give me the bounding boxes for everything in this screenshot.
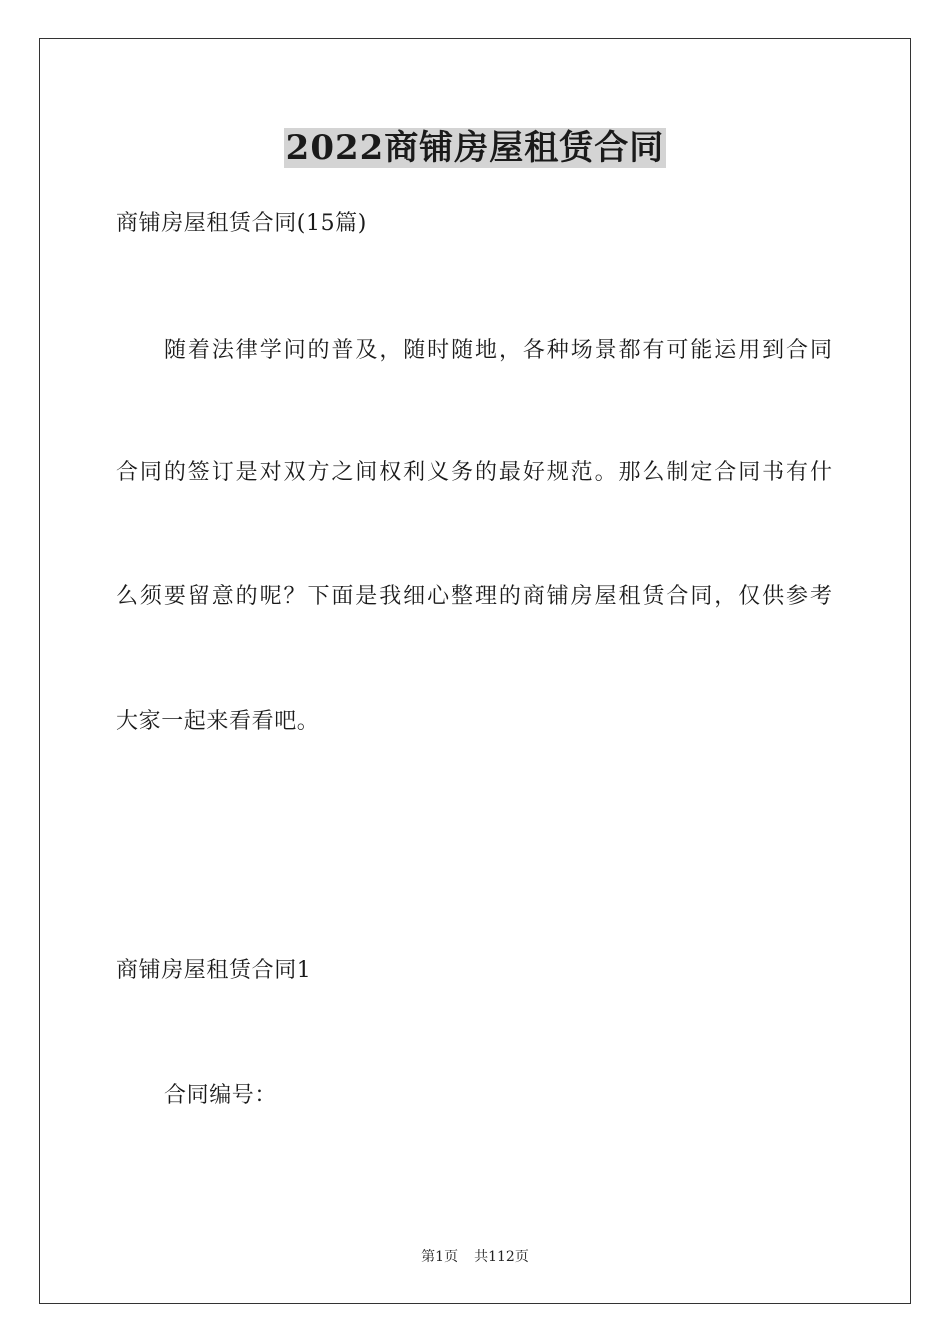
page-number-current: 第1页 [421,1249,459,1265]
page-footer [0,1248,950,1266]
intro-line-2: 合同的签订是对双方之间权利义务的最好规范。那么制定合同书有什 [116,460,832,485]
intro-line-3: 么须要留意的呢？下面是我细心整理的商铺房屋租赁合同，仅供参考 [116,584,832,609]
section-heading: 商铺房屋租赁合同1 [116,958,312,983]
intro-line-4: 大家一起来看看吧。 [116,709,320,734]
intro-line-1: 随着法律学问的普及，随时随地，各种场景都有可能运用到合同 [164,338,832,363]
document-title [0,128,950,168]
page-number-total: 共112页 [474,1249,529,1265]
document-title-text: 2022商铺房屋租赁合同 [285,128,665,168]
contract-number-label: 合同编号： [164,1083,278,1108]
document-subtitle: 商铺房屋租赁合同(15篇) [116,211,367,236]
